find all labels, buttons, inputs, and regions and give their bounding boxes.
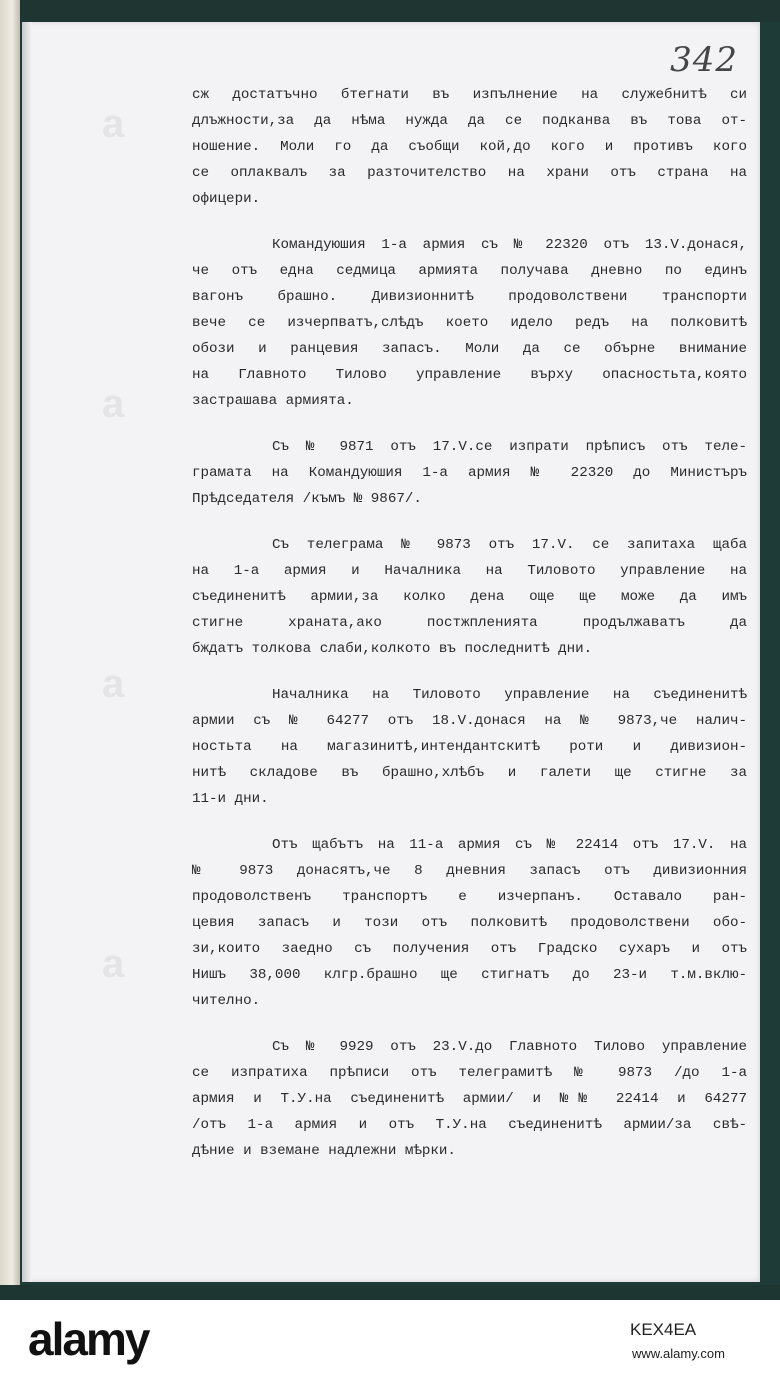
stock-footer [0, 1300, 780, 1390]
paragraph-gap [192, 662, 747, 682]
paragraph [192, 1034, 747, 1164]
bottom-band [0, 1285, 780, 1300]
text-line: армия и Т.У.на съединенитѣ армии/ и №№ 22414 и 64277 [192, 1091, 747, 1107]
paragraph [192, 532, 747, 662]
text-line: цевия запасъ и този отъ полковитѣ продоволствени обо- [192, 915, 747, 931]
text-line: съединенитѣ армии,за колко дена още ще може да имъ [192, 589, 747, 605]
text-line: длъжности,за да нѣма нужда да се подканва въ това от- [192, 113, 747, 129]
text-line: Командуюшия 1-а армия съ № 22320 отъ 13.V.донася, [272, 237, 747, 253]
text-line: на 1-а армия и Началника на Тиловото управление на [192, 563, 747, 579]
text-line: на Главното Тилово управление върху опасностьта,която [192, 367, 747, 383]
text-line: Прѣдседателя /къмъ № 9867/. [192, 491, 422, 507]
paragraph [192, 832, 747, 1014]
watermark-logo: a [102, 102, 125, 146]
text-line: грамата на Командуюшия 1-а армия № 22320 до Министъръ [192, 465, 747, 481]
paragraph-gap [192, 812, 747, 832]
text-line: чително. [192, 993, 261, 1009]
text-line: нитѣ складове въ брашно,хлѣбъ и галети ще стигне за [192, 765, 747, 781]
text-line: /отъ 1-а армия и отъ Т.У.на съединенитѣ армии/за свѣ- [192, 1117, 747, 1133]
paragraph-gap [192, 512, 747, 532]
document-page [22, 22, 760, 1282]
text-line: № 9873 донасятъ,че 8 дневния запасъ отъ дивизионния [192, 863, 747, 879]
text-line: вече се изчерпватъ,слѣдъ което идело редъ на полковитѣ [192, 315, 747, 331]
text-line: Началника на Тиловото управление на съединенитѣ [272, 687, 747, 703]
text-line: зи,които заедно съ получения отъ Градско сухаръ и отъ [192, 941, 747, 957]
text-line: 11-и дни. [192, 791, 269, 807]
watermark-logo: a [102, 942, 125, 986]
text-line: Отъ щабътъ на 11-а армия съ № 22414 отъ 17.V. на [272, 837, 747, 853]
page-shadow-edge [22, 22, 32, 1282]
paragraph [192, 82, 747, 212]
paragraph [192, 434, 747, 512]
text-line: се оплаквалъ за разточителство на храни отъ страна на [192, 165, 747, 181]
brand-logo: alamy [28, 1313, 149, 1365]
text-line: дѣние и вземане надлежни мѣрки. [192, 1143, 456, 1159]
watermark-logo: a [102, 382, 125, 426]
paragraph-gap [192, 1014, 747, 1034]
site-url: www.alamy.com [632, 1346, 725, 1361]
image-id: KEX4EA [630, 1320, 697, 1339]
text-line: Съ телеграма № 9873 отъ 17.V. се запитаха щаба [272, 537, 747, 553]
text-line: обози и ранцевия запасъ. Моли да се обърне внимание [192, 341, 747, 357]
text-line: ношение. Моли го да съобщи кой,до кого и противъ кого [192, 139, 747, 155]
text-line: сж достатъчно бтегнати въ изпълнение на служебнитѣ си [192, 87, 747, 103]
text-line: се изпратиха прѣписи отъ телеграмитѣ № 9873 /до 1-а [192, 1065, 747, 1081]
text-line: че отъ една седмица армията получава дневно по единъ [192, 263, 747, 279]
text-line: бждатъ толкова слаби,колкото въ последнитѣ дни. [192, 641, 593, 657]
page-number: 342 [670, 40, 738, 80]
paragraph-gap [192, 414, 747, 434]
paragraph [192, 232, 747, 414]
text-line: продоволственъ транспортъ е изчерпанъ. Оставало ран- [192, 889, 747, 905]
paragraph-gap [192, 212, 747, 232]
text-line: застрашава армията. [192, 393, 354, 409]
paragraph [192, 682, 747, 812]
adjacent-page-edge [0, 0, 20, 1285]
text-line: Нишъ 38,000 клгр.брашно ще стигнатъ до 23-и т.м.вклю- [192, 967, 747, 983]
text-line: офицери. [192, 191, 261, 207]
text-line: Съ № 9929 отъ 23.V.до Главното Тилово управление [272, 1039, 747, 1055]
document-body [192, 82, 747, 1164]
text-line: стигне храната,ако постжпленията продължаватъ да [192, 615, 747, 631]
text-line: армии съ № 64277 отъ 18.V.донася на № 9873,че налич- [192, 713, 747, 729]
top-band [0, 0, 780, 22]
text-line: вагонъ брашно. Дивизионнитѣ продоволствени транспорти [192, 289, 747, 305]
text-line: ностьта на магазинитѣ,интендантскитѣ роти и дивизион- [192, 739, 747, 755]
watermark-logo: a [102, 662, 125, 706]
text-line: Съ № 9871 отъ 17.V.се изпрати прѣписъ отъ теле- [272, 439, 747, 455]
